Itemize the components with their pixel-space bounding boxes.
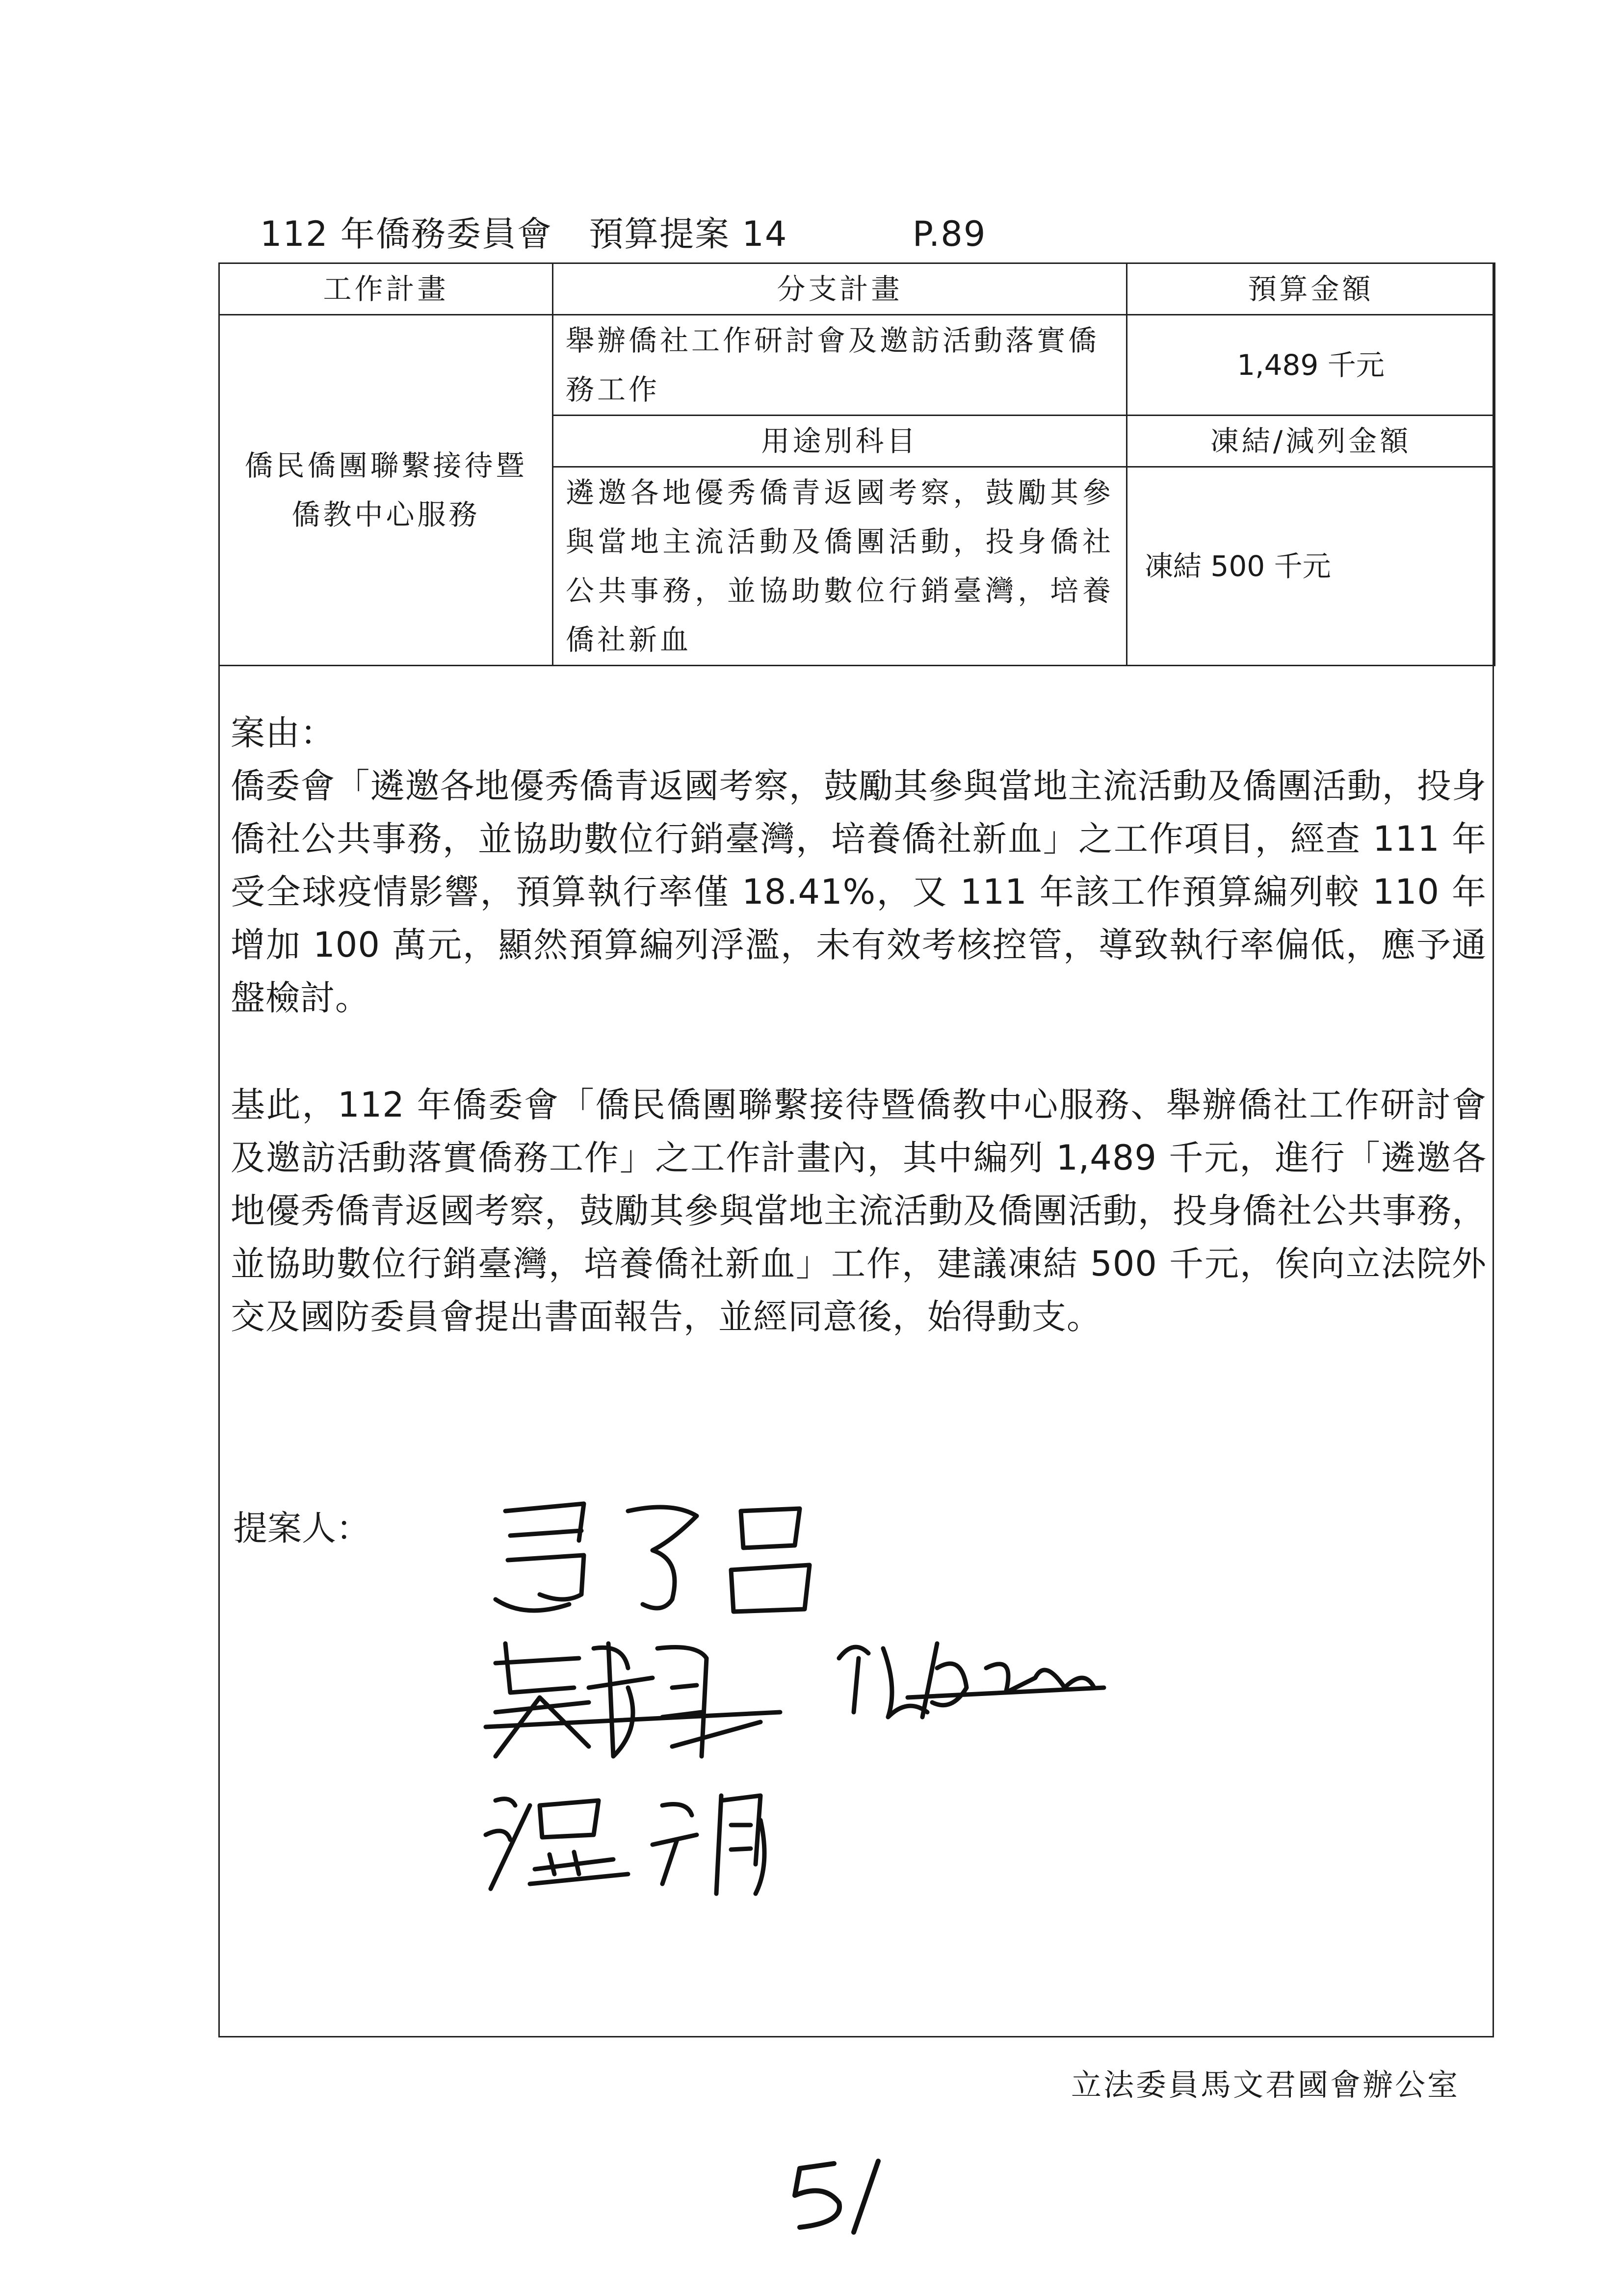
handwritten-page-number: [780, 2154, 888, 2239]
branch-plan-cell: 舉辦僑社工作研討會及邀訪活動落實僑務工作: [553, 315, 1127, 416]
document-header: [260, 213, 1241, 255]
signature-2: [486, 1644, 1104, 1756]
purpose-cell: 遴邀各地優秀僑青返國考察，鼓勵其參與當地主流活動及僑團活動，投身僑社公共事務，並協助數位行銷臺灣，培養僑社新血: [553, 467, 1127, 666]
reason-label: 案由：: [231, 713, 335, 753]
purpose-header: 用途別科目: [553, 416, 1127, 467]
legislator-office: 立法委員馬文君國會辦公室: [1071, 2067, 1460, 2103]
work-plan-cell: 僑民僑團聯繫接待暨僑教中心服務: [219, 315, 553, 666]
freeze-amount-cell: 凍結 500 千元: [1127, 467, 1495, 666]
budget-table: [218, 262, 1495, 666]
proposal-body: [231, 706, 1487, 1343]
reason-paragraph: 僑委會「遴邀各地優秀僑青返國考察，鼓勵其參與當地主流活動及僑團活動，投身僑社公共事務，並協助數位行銷臺灣，培養僑社新血」之工作項目，經查 111 年受全球疫情影響，預算執行率僅 18.41%，又 111 年該工作預算編列較 110 年增加 100 萬元，顯然預算編列浮濫，未有效考核控管，導致執行率偏低，應予通盤檢討。: [231, 766, 1487, 1018]
freeze-amount-header: 凍結/減列金額: [1127, 416, 1495, 467]
table-header-row: [219, 263, 1495, 315]
budget-amount-header: 預算金額: [1127, 263, 1495, 315]
header-title: 112 年僑務委員會: [260, 214, 552, 254]
work-plan-header: 工作計畫: [219, 263, 553, 315]
page-number-mark: [780, 2154, 888, 2237]
signature-3: [486, 1796, 764, 1894]
signature-1: [496, 1504, 810, 1612]
resolution-paragraph: 基此，112 年僑委會「僑民僑團聯繫接待暨僑教中心服務、舉辦僑社工作研討會及邀訪活動落實僑務工作」之工作計畫內，其中編列 1,489 千元，進行「遴邀各地優秀僑青返國考察，鼓勵其參與當地主流活動及僑團活動，投身僑社公共事務，並協助數位行銷臺灣，培養僑社新血」工作，建議凍結 500 千元，俟向立法院外交及國防委員會提出書面報告，並經同意後，始得動支。: [231, 1085, 1487, 1337]
budget-amount-cell: 1,489 千元: [1127, 315, 1495, 416]
proposer-label: 提案人：: [233, 1508, 370, 1548]
table-row: [219, 315, 1495, 416]
branch-plan-header: 分支計畫: [553, 263, 1127, 315]
handwritten-signatures: [466, 1482, 1227, 1899]
header-proposal-number: 預算提案 14: [589, 214, 788, 254]
header-page-reference: P.89: [912, 214, 987, 254]
